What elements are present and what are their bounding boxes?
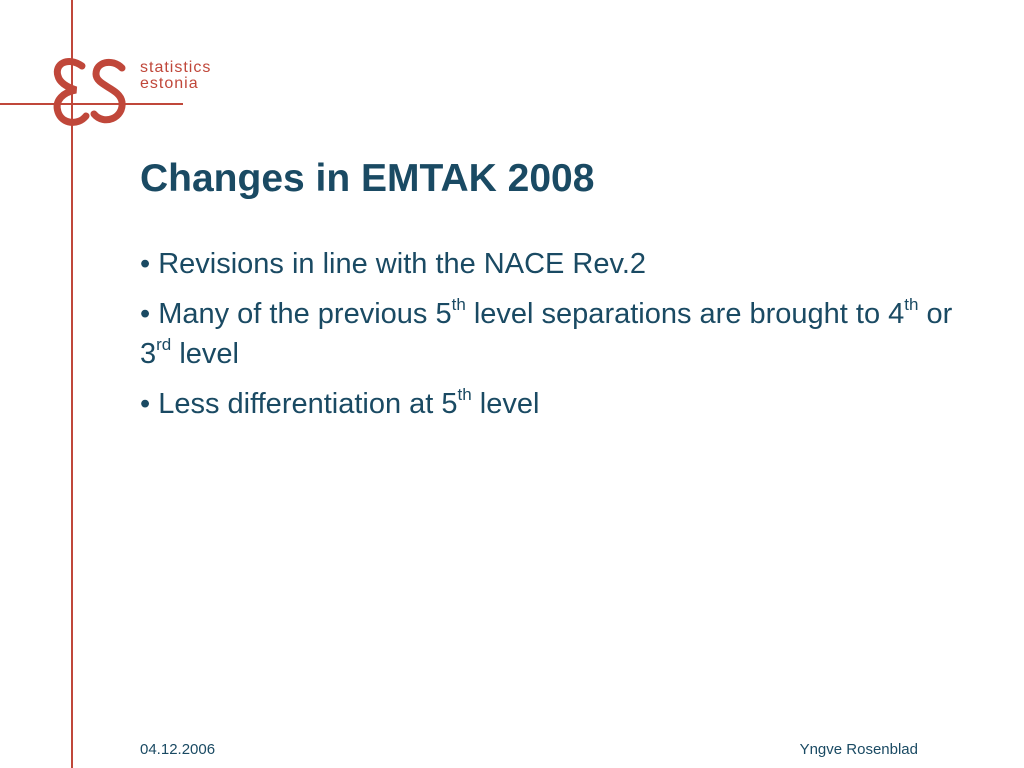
logo-wordmark-line2: estonia	[140, 75, 199, 92]
bullet-item: • Less differentiation at 5th level	[140, 385, 540, 420]
slide-title: Changes in EMTAK 2008	[140, 157, 595, 200]
logo-wordmark-line1: statistics	[140, 59, 212, 76]
footer-date: 04.12.2006	[140, 741, 216, 758]
bullet-item: • Revisions in line with the NACE Rev.2	[140, 248, 647, 280]
footer-author: Yngve Rosenblad	[799, 741, 918, 758]
bullet-item: • Many of the previous 5th level separations are brought to 4th or 3rd level	[140, 295, 953, 370]
bullet-list	[140, 244, 990, 434]
